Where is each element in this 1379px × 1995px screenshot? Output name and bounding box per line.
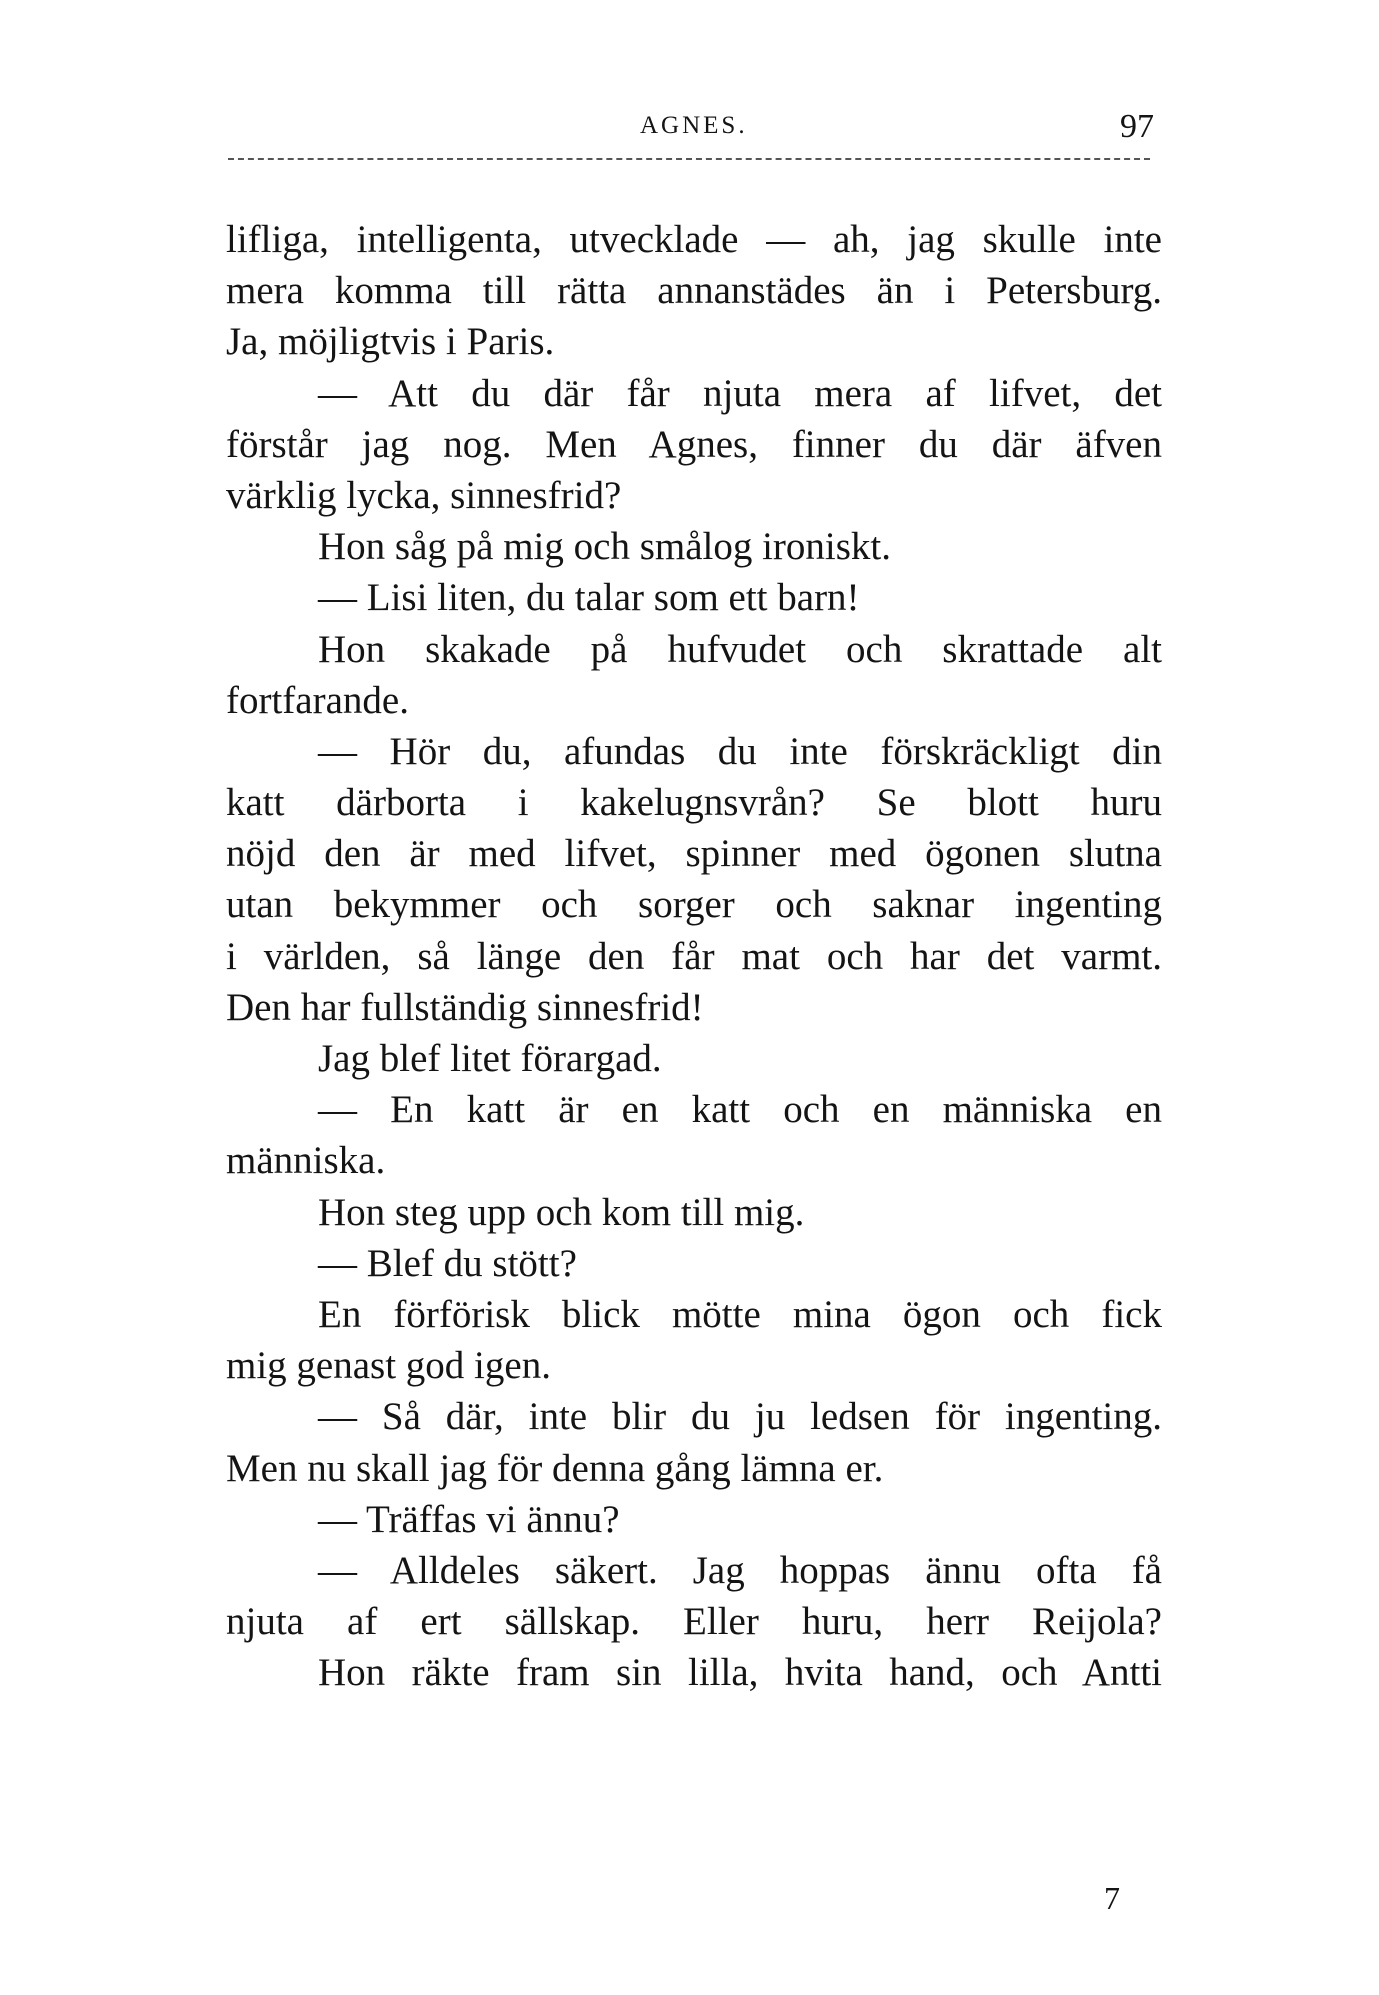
text-line: Hon såg på mig och smålog ironiskt. [318,525,892,569]
text-line: Hon steg upp och kom till mig. [318,1190,805,1234]
text-line: lifliga, intelligenta, utvecklade — ah, jag skulle inte [226,218,1162,261]
text-line: mig genast god igen. [226,1344,551,1388]
text-line: värklig lycka, sinnesfrid? [226,473,622,517]
text-line: — Lisi liten, du talar som ett barn! [318,576,860,620]
text-line: Men nu skall jag för denna gång lämna er. [226,1446,884,1490]
text-line: — En katt är en katt och en människa en [318,1088,1162,1132]
text-line: Hon skakade på hufvudet och skrattade alt [318,627,1162,671]
text-line: människa. [226,1139,386,1183]
text-line: i världen, så länge den får mat och har det varmt. [226,934,1162,978]
text-line: — Hör du, afundas du inte förskräckligt din [318,729,1162,773]
text-line: Hon räkte fram sin lilla, hvita hand, och Antti [318,1651,1162,1695]
running-head-title: AGNES. [640,112,748,139]
text-line: nöjd den är med lifvet, spinner med ögonen slutna [226,832,1162,876]
text-line: Den har fullständig sinnesfrid! [226,985,704,1029]
text-line: fortfarande. [226,678,409,722]
running-head [228,108,1162,154]
text-line: — Blef du stött? [318,1241,577,1285]
text-line: — Att du där får njuta mera af lifvet, det [318,371,1162,415]
text-line: Ja, möjligtvis i Paris. [226,320,555,364]
text-line: — Träffas vi ännu? [318,1497,620,1541]
signature-mark: 7 [1104,1880,1120,1916]
text-line: Jag blef litet förargad. [318,1037,662,1080]
text-line: — Alldeles säkert. Jag hoppas ännu ofta få [318,1548,1162,1592]
text-line: — Så där, inte blir du ju ledsen för ingenting. [318,1395,1162,1439]
text-line: En förförisk blick mötte mina ögon och fick [318,1292,1162,1336]
text-line: mera komma till rätta annanstädes än i Petersburg. [226,269,1162,313]
header-rule [228,158,1150,160]
text-line: förstår jag nog. Men Agnes, finner du där äfven [226,422,1162,466]
page-number: 97 [1120,108,1154,145]
text-line: utan bekymmer och sorger och saknar ingenting [226,883,1162,927]
text-line: katt därborta i kakelugnsvrån? Se blott huru [226,781,1162,825]
body-text [226,214,1162,1698]
text-line: njuta af ert sällskap. Eller huru, herr Reijola? [226,1600,1162,1644]
